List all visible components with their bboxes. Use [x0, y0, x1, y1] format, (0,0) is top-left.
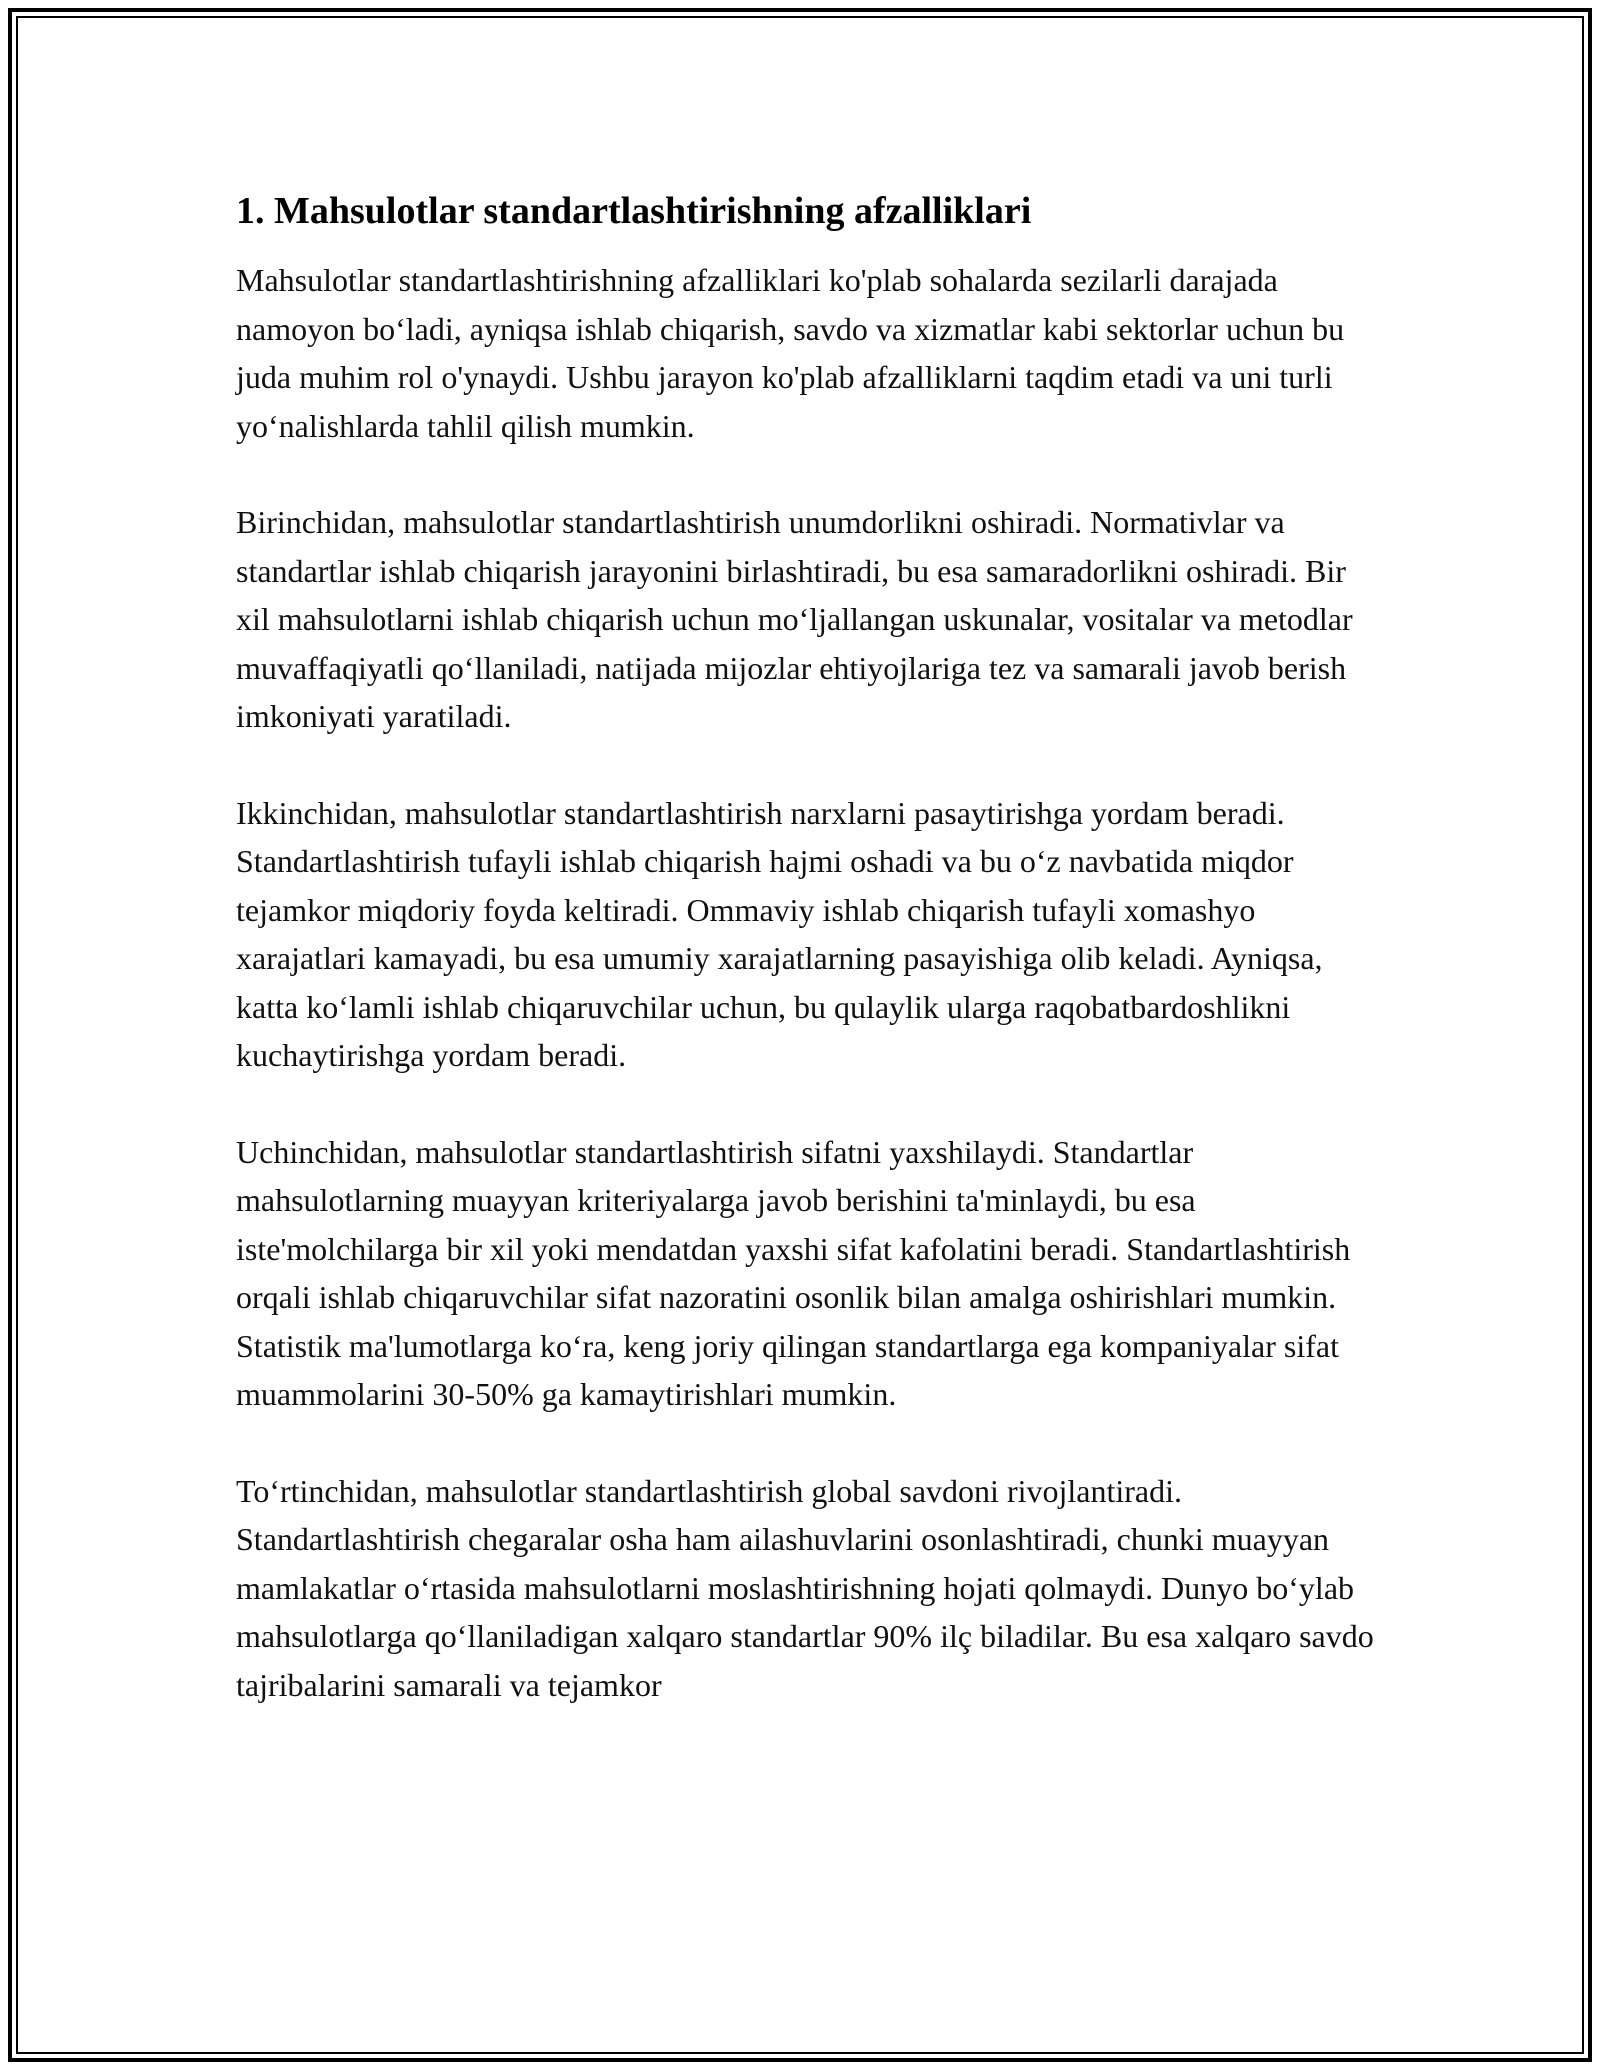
paragraph-third: Uchinchidan, mahsulotlar standartlashtirish sifatni yaxshilaydi. Standartlar mahsulotlarning muayyan kriteriyalarga javob berishini ta'minlaydi, bu esa iste'molchilarga bir xil yoki mendatdan yaxshi sifat kafolatini beradi. Standartlashtirish orqali ishlab chiqaruvchilar sifat nazoratini osonlik bilan amalga oshirishlari mumkin. Statistik ma'lumotlarga ko‘ra, keng joriy qilingan standartlarga ega kompaniyalar sifat muammolarini 30-50% ga kamaytirishlari mumkin.	[236, 1133, 1351, 1412]
paragraph-first: Birinchidan, mahsulotlar standartlashtirish unumdorlikni oshiradi. Normativlar va standartlar ishlab chiqarish jarayonini birlashtiradi, bu esa samaradorlikni oshiradi. Bir xil mahsulotlarni ishlab chiqarish uchun mo‘ljallangan uskunalar, vositalar va metodlar muvaffaqiyatli qo‘llaniladi, natijada mijozlar ehtiyojlariga tez va samarali javob berish imkoniyati yaratiladi.	[236, 504, 1353, 734]
document-body	[236, 186, 1376, 1757]
paragraph-fourth: To‘rtinchidan, mahsulotlar standartlashtirish global savdoni rivojlantiradi. Standartlashtirish chegaralar osha ham ailashuvlarini osonlashtiradi, chunki muayyan mamlakatlar o‘rtasida mahsulotlarni moslashtirishning hojati qolmaydi. Dunyo bo‘ylab mahsulotlarga qo‘llaniladigan xalqaro standartlar 90% ilç biladilar. Bu esa xalqaro savdo tajribalarini samarali va tejamkor	[236, 1472, 1374, 1703]
paragraph-second: Ikkinchidan, mahsulotlar standartlashtirish narxlarni pasaytirishga yordam beradi. Standartlashtirish tufayli ishlab chiqarish hajmi oshadi va bu o‘z navbatida miqdor tejamkor miqdoriy foyda keltiradi. Ommaviy ishlab chiqarish tufayli xomashyo xarajatlari kamayadi, bu esa umumiy xarajatlarning pasayishiga olib keladi. Ayniqsa, katta ko‘lamli ishlab chiqaruvchilar uchun, bu qulaylik ularga raqobatbardoshlikni kuchaytirishga yordam beradi.	[236, 794, 1323, 1073]
section-heading: 1. Mahsulotlar standartlashtirishning afzalliklari	[236, 190, 1032, 232]
paragraph-intro: Mahsulotlar standartlashtirishning afzalliklari ko'plab sohalarda sezilarli darajada namoyon bo‘ladi, ayniqsa ishlab chiqarish, savdo va xizmatlar kabi sektorlar uchun bu juda muhim rol o'ynaydi. Ushbu jarayon ko'plab afzalliklarni taqdim etadi va uni turli yo‘nalishlarda tahlil qilish mumkin.	[236, 262, 1345, 444]
